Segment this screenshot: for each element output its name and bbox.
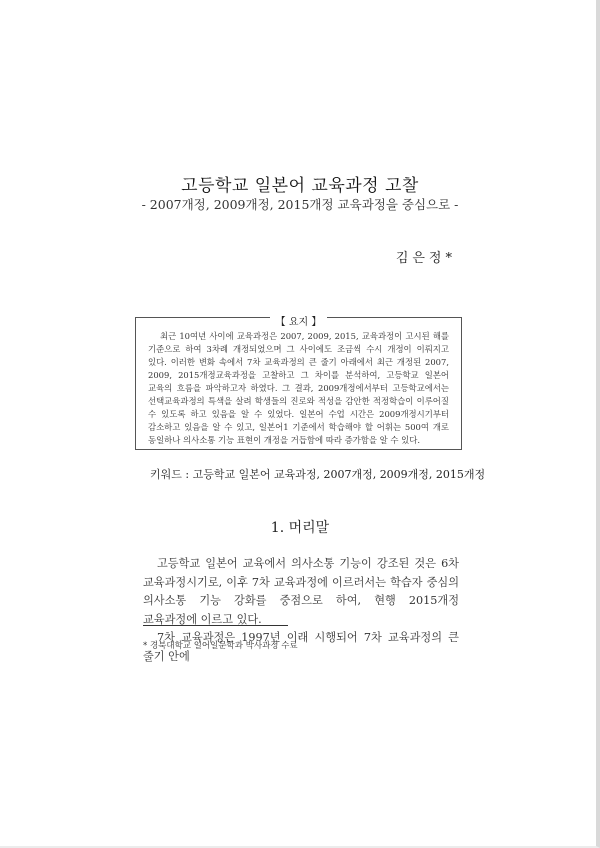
body-paragraph-1: 고등학교 일본어 교육에서 의사소통 기능이 강조된 것은 6차 교육과정시기로, 이후 7차 교육과정에 이르러서는 학습자 중심의 의사소통 기능 강화를 중점으로 하여, 현행 2015개정 교육과정에 이르고 있다. [143,557,459,626]
paper-title: 고등학교 일본어 교육과정 고찰 [181,176,419,196]
author-name: 김은정* [395,251,456,266]
footnote: * 경북대학교 일어일문학과 박사과정 수료 [143,641,298,651]
abstract-heading: 【 요지 】 [270,317,328,328]
keywords: 키워드 : 고등학교 일본어 교육과정, 2007개정, 2009개정, 2015개정 [150,468,486,481]
paper-subtitle: - 2007개정, 2009개정, 2015개정 교육과정을 중심으로 - [141,197,459,212]
abstract-box [135,317,462,450]
body-paragraph-2: 7차 교육과정은 1997년 이래 시행되어 7차 교육과정의 큰 줄기 안에 [143,631,459,663]
abstract-heading-wrap [136,310,461,329]
abstract-text: 최근 10여년 사이에 교육과정은 2007, 2009, 2015, 교육과정이 고시된 해를 기준으로 하여 3차례 개정되었으며 그 사이에도 조금씩 수시 개정이 이뤄지고 있다. 이러한 변화 속에서 7차 교육과정의 큰 줄기 아래에서 최근 개정된 2007, 2009, 2015개정교육과정을 고찰하고 그 차이를 분석하여, 고등학교 일본어 교육의 흐름을 파악하고자 하였다. 그 결과, 2009개정에서부터 고등학교에서는 선택교육과정의 특색을 살려 학생들의 진로와 적성을 감안한 적정학습이 이루어질 수 있도록 하고 있음을 알 수 있었다. 일본어 수업 시간은 2009개정시기부터 감소하고 있음을 알 수 있고, 일본어1 기준에서 학습해야 할 어휘는 500여 개로 동일하나 의사소통 기능 표현이 개정을 거듭함에 따라 증가함을 알 수 있다. [148,331,449,445]
section-heading: 1. 머리말 [270,520,330,536]
footnote-divider [143,625,288,626]
